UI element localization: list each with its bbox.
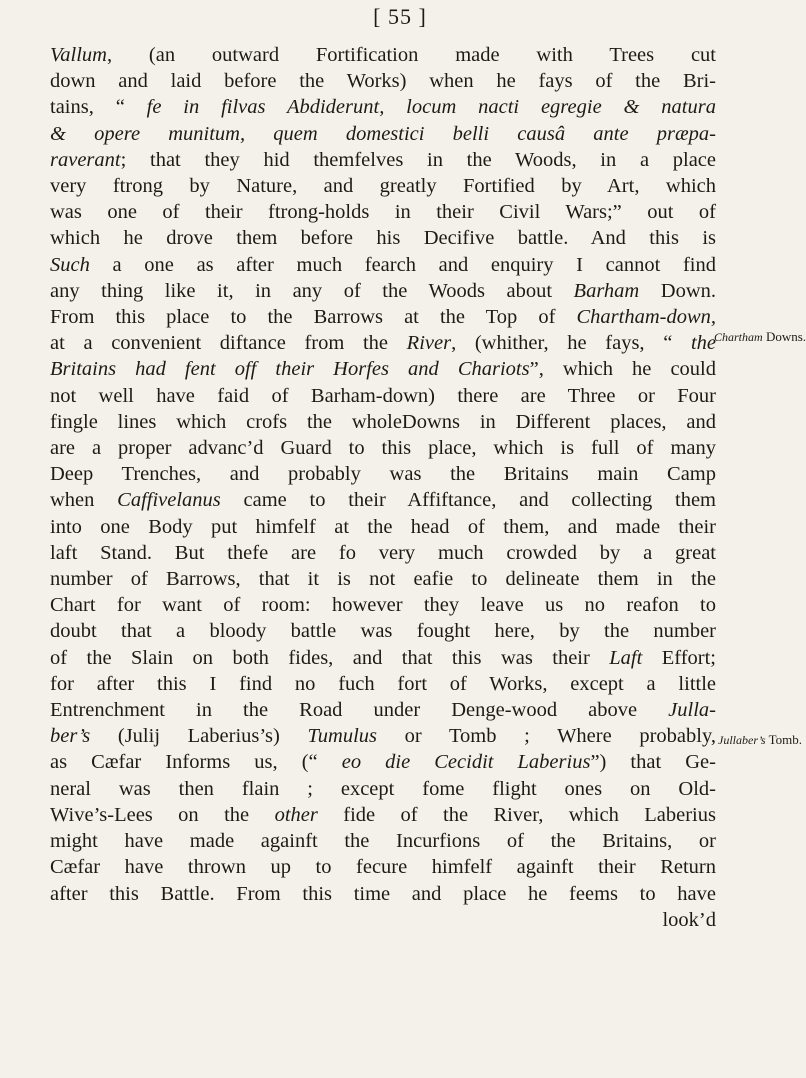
text-segment: ”, which he could	[529, 358, 717, 381]
italic-text: the	[690, 332, 716, 355]
text-line	[50, 68, 716, 94]
text-segment: or Tomb ; Where probably,	[377, 725, 716, 748]
text-line	[50, 42, 716, 68]
italic-text: Chartham	[714, 330, 763, 344]
text-segment: down and laid before the Works) when he fays of the Bri-	[50, 70, 716, 93]
text-segment: From this place to the Barrows at the Top of	[50, 306, 577, 329]
text-segment: Effort;	[642, 646, 716, 669]
text-segment: fingle lines which crofs the wholeDowns in Different places, and	[50, 410, 716, 433]
text-segment: came to their Affiftance, and collecting them	[220, 489, 716, 512]
text-segment: after this Battle. From this time and place he feems to have	[50, 882, 716, 905]
text-segment: are a proper advanc’d Guard to this place, which is full of many	[50, 437, 716, 460]
text-segment: Chart for want of room: however they leave us no reafon to	[50, 594, 716, 617]
text-segment: , (an outward Fortification made with Trees cut	[106, 44, 716, 66]
text-line	[50, 147, 716, 173]
text-line	[50, 94, 716, 120]
italic-text: ber’s	[50, 725, 91, 748]
text-line	[50, 881, 716, 907]
italic-text: Jullaber’s	[718, 733, 766, 747]
text-segment: as Cæfar Informs us, (“	[50, 751, 342, 774]
text-segment: any thing like it, in any of the Woods about	[50, 279, 574, 302]
text-line	[50, 487, 716, 513]
text-line	[50, 566, 716, 592]
text-segment: (Julij Laberius’s)	[90, 725, 308, 748]
text-line	[50, 723, 716, 749]
italic-text: Britains had fent off their Horfes and Chariots	[50, 358, 530, 381]
italic-text: Caffivelanus	[117, 489, 221, 512]
text-segment: doubt that a bloody battle was fought here, by the number	[50, 620, 716, 643]
italic-text: & opere munitum, quem domestici belli causâ ante præpa-	[50, 122, 716, 145]
text-segment: at a convenient diftance from the	[50, 332, 407, 355]
text-line	[50, 671, 716, 697]
text-segment: for after this I find no fuch fort of Works, except a little	[50, 672, 716, 695]
text-segment: when	[50, 489, 118, 512]
text-segment: Deep Trenches, and probably was the Britains main Camp	[50, 463, 716, 486]
italic-text: Such	[50, 253, 90, 276]
text-line	[50, 173, 716, 199]
text-line	[50, 278, 716, 304]
italic-text: River	[406, 332, 452, 355]
text-segment: fide of the River, which Laberius	[317, 803, 716, 826]
text-line	[50, 225, 716, 251]
italic-text: Tumulus	[307, 725, 377, 748]
text-line	[50, 356, 716, 382]
page-number: [ 55 ]	[373, 4, 427, 29]
body-text	[50, 42, 716, 933]
italic-text: Julla-	[668, 699, 716, 722]
text-line	[50, 461, 716, 487]
italic-text: other	[274, 803, 318, 826]
text-line	[50, 907, 716, 933]
text-segment: of the Slain on both fides, and that this was their	[50, 646, 610, 669]
text-segment: was one of their ftrong-holds in their Civil Wars;” out of	[50, 201, 716, 224]
text-line	[50, 802, 716, 828]
text-segment: Tomb.	[765, 732, 802, 747]
text-line	[50, 199, 716, 225]
text-segment: Entrenchment in the Road under Denge-wood above	[50, 699, 669, 722]
text-line	[50, 697, 716, 723]
italic-text: Laft	[609, 646, 643, 669]
text-segment: number of Barrows, that it is not eafie to delineate them in the	[50, 568, 716, 591]
text-line	[50, 330, 716, 356]
text-segment: might have made againft the Incurfions of the Britains, or	[50, 830, 716, 853]
italic-text: Barham	[573, 279, 640, 302]
text-segment: which he drove them before his Decifive battle. And this is	[50, 227, 716, 250]
text-segment: very ftrong by Nature, and greatly Fortified by Art, which	[50, 175, 716, 198]
italic-text: Vallum	[50, 44, 107, 66]
margin-note-chartham-downs	[714, 329, 806, 345]
text-line	[50, 252, 716, 278]
text-segment: look’d	[662, 908, 716, 931]
text-segment: ”) that Ge-	[590, 751, 716, 774]
text-segment: tains, “	[50, 96, 147, 119]
italic-text: eo die Cecidit Laberius	[341, 751, 591, 774]
text-segment: neral was then flain ; except fome flight ones on Old-	[50, 777, 716, 800]
text-line	[50, 618, 716, 644]
text-line	[50, 409, 716, 435]
text-segment: , (whither, he fays, “	[451, 332, 691, 355]
text-segment: ; that they hid themfelves in the Woods, in a place	[120, 148, 716, 171]
italic-text: raverant	[50, 148, 121, 171]
margin-note-jullabers-tomb	[718, 732, 802, 748]
text-segment: Down.	[639, 279, 716, 302]
italic-text: Chartham-down,	[576, 306, 716, 329]
text-line	[50, 435, 716, 461]
text-segment: Wive’s-Lees on the	[50, 803, 275, 826]
text-line	[50, 383, 716, 409]
text-segment: not well have faid of Barham-down) there are Three or Four	[50, 384, 716, 407]
text-line	[50, 854, 716, 880]
text-segment: a one as after much fearch and enquiry I cannot find	[89, 253, 716, 276]
text-segment: laft Stand. But thefe are fo very much crowded by a great	[50, 541, 716, 564]
text-line	[50, 121, 716, 147]
text-segment: Downs.	[762, 329, 806, 344]
text-line	[50, 749, 716, 775]
italic-text: fe in filvas Abdiderunt, locum nacti egregie & natura	[146, 96, 716, 119]
text-segment: Cæfar have thrown up to fecure himfelf againft their Return	[50, 856, 716, 879]
text-segment: into one Body put himfelf at the head of them, and made their	[50, 515, 716, 538]
text-line	[50, 776, 716, 802]
text-line	[50, 645, 716, 671]
text-line	[50, 592, 716, 618]
text-line	[50, 828, 716, 854]
text-line	[50, 304, 716, 330]
text-line	[50, 514, 716, 540]
text-line	[50, 540, 716, 566]
